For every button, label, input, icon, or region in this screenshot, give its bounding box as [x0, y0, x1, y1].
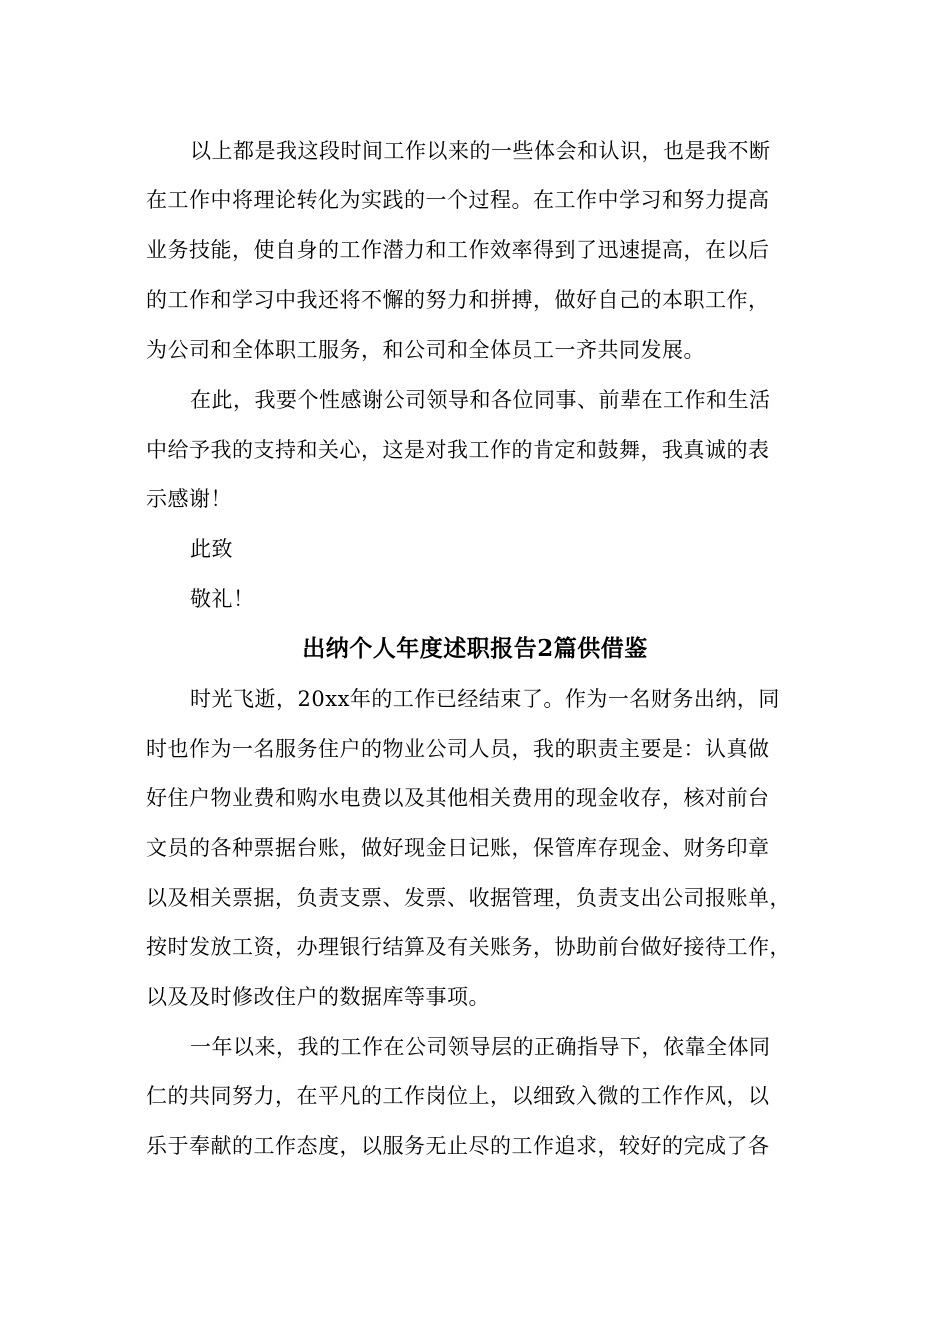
- paragraph-3-line-7: 以及及时修改住户的数据库等事项。: [146, 985, 490, 1009]
- paragraph-4-line-2: 仁的共同努力，在平凡的工作岗位上，以细致入微的工作作风，以: [146, 1084, 770, 1108]
- paragraph-1-line-4: 的工作和学习中我还将不懈的努力和拼搏，做好自己的本职工作，: [146, 288, 770, 312]
- paragraph-2-line-1: 在此，我要个性感谢公司领导和各位同事、前辈在工作和生活: [190, 388, 771, 412]
- paragraph-3-line-4: 文员的各种票据台账，做好现金日记账，保管库存现金、财务印章: [146, 836, 770, 860]
- closing-salutation: 此致: [190, 537, 233, 561]
- paragraph-2-line-2: 中给予我的支持和关心，这是对我工作的肯定和鼓舞，我真诚的表: [146, 438, 770, 462]
- paragraph-3-line-2: 时也作为一名服务住户的物业公司人员，我的职责主要是：认真做: [146, 737, 770, 761]
- paragraph-1-line-1: 以上都是我这段时间工作以来的一些体会和认识，也是我不断: [190, 139, 771, 163]
- paragraph-1-line-3: 业务技能，使自身的工作潜力和工作效率得到了迅速提高，在以后: [146, 238, 770, 262]
- paragraph-4-line-1: 一年以来，我的工作在公司领导层的正确指导下，依靠全体同: [190, 1035, 771, 1059]
- paragraph-1-line-5: 为公司和全体职工服务，和公司和全体员工一齐共同发展。: [146, 338, 705, 362]
- paragraph-3-line-6: 按时发放工资，办理银行结算及有关账务，协助前台做好接待工作，: [146, 935, 791, 959]
- paragraph-1-line-2: 在工作中将理论转化为实践的一个过程。在工作中学习和努力提高: [146, 188, 770, 212]
- paragraph-2-line-3: 示感谢！: [146, 487, 232, 511]
- paragraph-3-line-1: 时光飞逝，20xx年的工作已经结束了。作为一名财务出纳，同: [190, 687, 780, 711]
- section-title: 出纳个人年度述职报告2篇供借鉴: [302, 635, 648, 662]
- closing-regards: 敬礼！: [190, 587, 255, 611]
- paragraph-4-line-3: 乐于奉献的工作态度，以服务无止尽的工作追求，较好的完成了各: [146, 1134, 770, 1158]
- paragraph-3-line-3: 好住户物业费和购水电费以及其他相关费用的现金收存，核对前台: [146, 786, 770, 810]
- paragraph-3-line-5: 以及相关票据，负责支票、发票、收据管理，负责支出公司报账单，: [146, 886, 791, 910]
